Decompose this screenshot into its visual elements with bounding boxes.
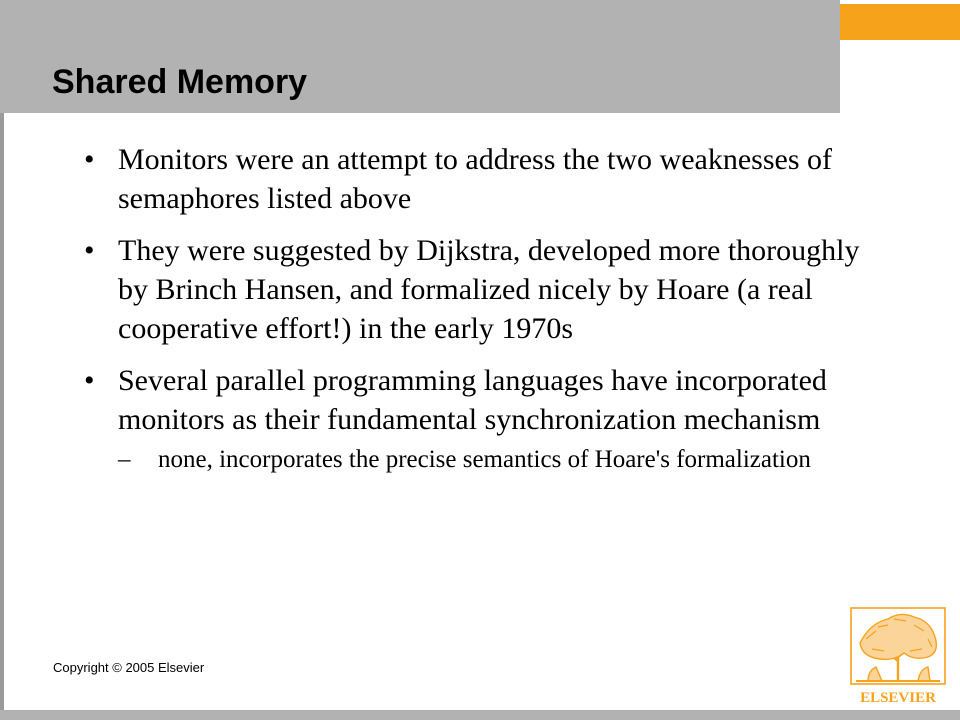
slide-title: Shared Memory: [52, 63, 308, 101]
bullet-marker: •: [84, 234, 95, 267]
elsevier-tree-icon: [851, 608, 945, 684]
bullet-item: [80, 140, 870, 218]
elsevier-logo: [848, 605, 948, 707]
bullet-text: Several parallel programming languages have incorporated monitors as their fundamental synchronization mechanism: [118, 364, 827, 436]
bullet-item: [80, 231, 870, 348]
logo-wordmark: ELSEVIER: [860, 690, 936, 706]
bullet-marker: •: [84, 143, 95, 176]
bullet-text: Monitors were an attempt to address the two weaknesses of semaphores listed above: [118, 143, 832, 215]
bullet-marker: •: [84, 364, 95, 397]
accent-block: [840, 4, 960, 40]
bottom-band: [0, 710, 960, 720]
bullet-text: They were suggested by Dijkstra, developed more thoroughly by Brinch Hansen, and formalized nicely by Hoare (a real cooperative effort!) in the early 1970s: [118, 234, 860, 345]
copyright-notice: Copyright © 2005 Elsevier: [53, 660, 205, 675]
sub-bullet-text: none, incorporates the precise semantics of Hoare's formalization: [158, 446, 811, 473]
sub-bullet-item: [118, 443, 870, 476]
sub-bullet-list: [118, 443, 870, 476]
bullet-item: [80, 361, 870, 476]
bullet-list: [80, 140, 870, 489]
sub-bullet-marker: –: [118, 446, 131, 473]
